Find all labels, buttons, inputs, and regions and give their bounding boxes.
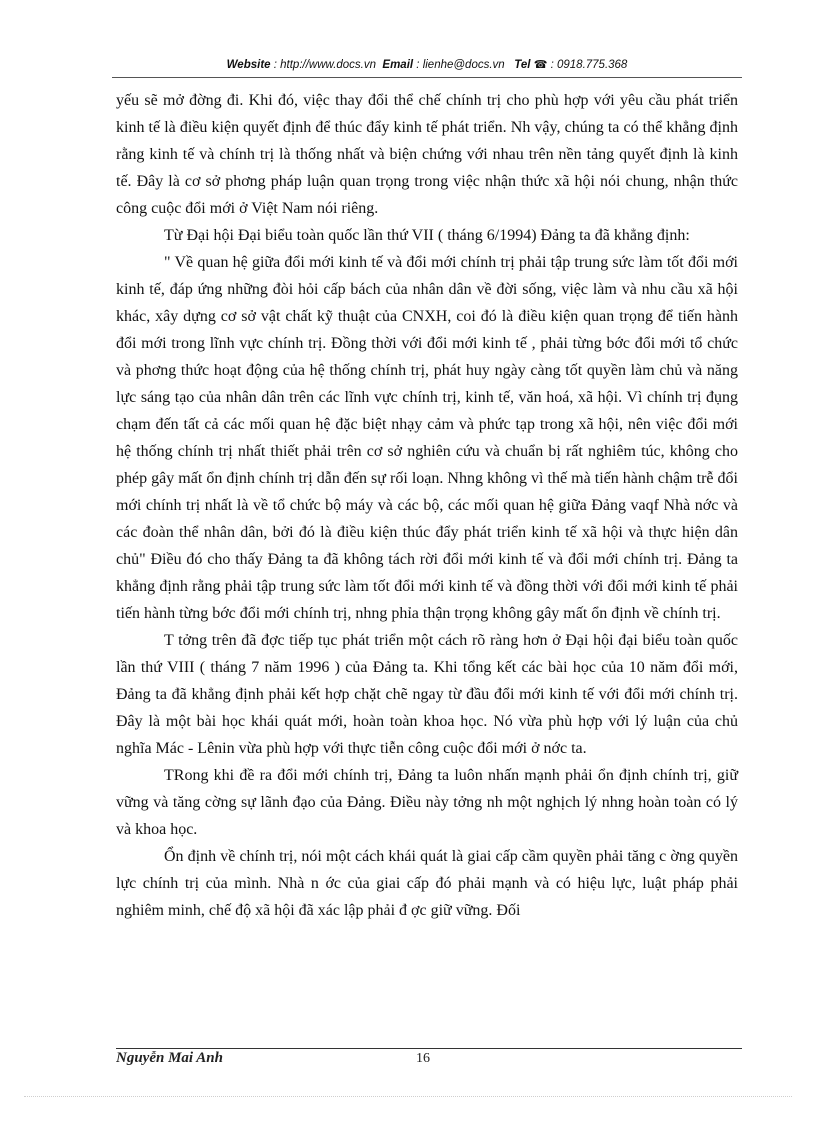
paragraph: T tởng trên đã đợc tiếp tục phát triển một cách rõ ràng hơn ở Đại hội đại biểu toàn quốc lần thứ VIII ( tháng 7 năm 1996 ) của Đảng ta. Khi tổng kết các bài học của 10 năm đổi mới, Đảng ta đã khẳng định phải kết hợp chặt chẽ ngay từ đầu đổi mới kinh tế với đổi mới chính trị. Đây là một bài học khái quát mới, hoàn toàn khoa học. Nó vừa phù hợp với lý luận của chủ nghĩa Mác - Lênin vừa phù hợp với thực tiễn công cuộc đổi mới ở nớc ta. — [116, 632, 738, 757]
document-body — [116, 87, 738, 924]
email-value[interactable]: lienhe@docs.vn — [422, 59, 505, 71]
tel-label: Tel — [514, 59, 531, 71]
paragraph: TRong khi đề ra đổi mới chính trị, Đảng ta luôn nhấn mạnh phải ổn định chính trị, giữ vững và tăng cờng sự lãnh đạo của Đảng. Điều này tởng nh một nghịch lý nhng hoàn toàn có lý và khoa học. — [116, 767, 738, 838]
tel-value: : 0918.775.368 — [550, 59, 628, 71]
page-boundary — [24, 1096, 792, 1097]
page-number: 16 — [416, 1051, 430, 1066]
paragraph: yếu sẽ mở đờng đi. Khi đó, việc thay đổi thể chế chính trị cho phù hợp với yêu cầu phát triển kinh tế là điều kiện quyết định để thúc đẩy kinh tế phát triển. Nh vậy, chúng ta có thể khẳng định rằng kinh tế và chính trị là thống nhất và biện chứng với nhau trên nền tảng quyết định là kinh tế. Đây là cơ sở phơng pháp luận quan trọng trong việc nhận thức xã hội nói chung, nhận thức công cuộc đổi mới ở Việt Nam nói riêng. — [116, 92, 738, 217]
website-label: Website — [226, 59, 271, 71]
email-separator: : — [413, 59, 423, 71]
website-url[interactable]: http://www.docs.vn — [280, 59, 377, 71]
website-separator: : — [270, 59, 281, 71]
footer-author: Nguyễn Mai Anh — [116, 1050, 223, 1066]
email-label: Email — [382, 59, 414, 71]
footer-divider — [116, 1048, 742, 1049]
paragraph: Ổn định về chính trị, nói một cách khái quát là giai cấp cầm quyền phải tăng c ờng quyền lực chính trị của mình. Nhà n ớc của giai cấp đó phải mạnh và có hiệu lực, luật pháp phải nghiêm minh, chế độ xã hội đã xác lập phải đ ợc giữ vững. Đối — [116, 848, 738, 919]
quote-paragraph: " Về quan hệ giữa đổi mới kinh tế và đổi mới chính trị phải tập trung sức làm tốt đổi mới kinh tế, đáp ứng những đòi hỏi cấp bách của nhân dân về đời sống, việc làm và nhu cầu xã hội khác, xây dựng cơ sở vật chất kỹ thuật của CNXH, coi đó là điều kiện quan trọng để tiến hành đổi mới trong lĩnh vực chính trị. Đồng thời với đổi mới kinh tế , phải từng bớc đổi mới tổ chức và phơng thức hoạt động của hệ thống chính trị, phát huy ngày càng tốt quyền làm chủ và năng lực sáng tạo của nhân dân trên các lĩnh vực chính trị, kinh tế, văn hoá, xã hội. Vì chính trị đụng chạm đến tất cả các mối quan hệ đặc biệt nhạy cảm và phức tạp trong xã hội, nên việc đổi mới hệ thống chính trị nhất thiết phải trên cơ sở nghiên cứu và chuẩn bị rất nghiêm túc, không cho phép gây mất ổn định chính trị dẫn đến sự rối loạn. Nhng không vì thế mà tiến hành chậm trễ đổi mới chính trị nhất là về tổ chức bộ máy và các bộ, các mối quan hệ giữa Đảng vaqf Nhà nớc và các đoàn thể nhân dân, bởi đó là điều kiện thúc đẩy phát triển kinh tế xã hội và thực hiện dân chủ" Điều đó cho thấy Đảng ta đã không tách rời đổi mới kinh tế và đổi mới chính trị. Đảng ta khẳng định rằng phải tập trung sức làm tốt đổi mới kinh tế và đồng thời với đổi mới kinh tế phải tiến hành từng bớc đổi mới chính trị, nhng phỉa thận trọng không gây mất ổn định về chính trị. — [116, 254, 738, 622]
page-header — [112, 58, 742, 71]
phone-icon: ☎ — [533, 59, 548, 71]
paragraph: Từ Đại hội Đại biểu toàn quốc lần thứ VII ( tháng 6/1994) Đảng ta đã khẳng định: — [164, 227, 690, 244]
header-divider — [112, 77, 742, 78]
